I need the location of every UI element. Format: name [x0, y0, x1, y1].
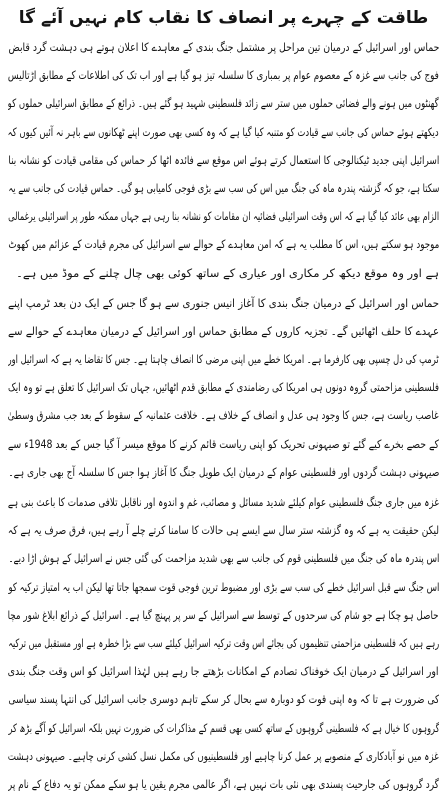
text-line [8, 289, 439, 317]
line-text: غزہ میں جاری جنگ فلسطینی عوام کیلئے شدید مسائل و مصائب، غم و اندوہ اور ناقابل تلافی صدمات کا باعث بنی ہے [8, 495, 439, 509]
line-text: صیہونی دہشت گردوں اور فلسطینی عوام کے درمیان ایک طویل جنگ کا آغاز ہوا جس کا سلسلہ آج بھی جاری ہے۔ [8, 464, 439, 479]
paragraph-1 [8, 33, 439, 287]
line-text: لیکن حقیقت یہ ہے کہ وہ گزشتہ ستر سال سے ایسے ہی حالات کا سامنا کرتے چلے آ رہے ہیں، فرق صرف یہ ہے کہ [8, 523, 439, 538]
text-line [8, 202, 439, 230]
line-text: دیکھتے ہوئے حماس کی جانب سے قیادت کو متنبہ کیا گیا ہے کہ وہ کسی بھی صورت اپنے ٹھکانوں سے باہر نہ آئیں کیوں کہ [8, 124, 439, 139]
line-text: فوج کی جانب سے غزہ کے معصوم عوام پر بمباری کا سلسلہ تیز ہو گیا ہے اور اب تک کی اطلاعات کے مطابق اڑتالیس [8, 68, 439, 83]
text-line [8, 345, 439, 373]
text-line [8, 259, 439, 287]
line-text: حماس اور اسرائیل کے درمیان تین مراحل پر مشتمل جنگ بندی کے معاہدے کا اعلان ہوتے ہی دہشت گرد قابض [8, 40, 439, 54]
line-text: کی ضرورت ہے تا کہ وہ اپنی قوت کو دوبارہ سے بحال کر سکے تاہم دوسری جانب اسرائیل کی انتہا پسند سیاسی [8, 692, 439, 707]
line-text: غزہ میں نو آبادکاری کے منصوبے پر عمل کرنا چاہیے اور فلسطینیوں کی مکمل نسل کشی کرنی چاہیے۔ صیہونی دہشت [8, 748, 439, 763]
text-line [8, 33, 439, 61]
text-line [8, 714, 439, 742]
text-line [8, 544, 439, 572]
article-title-text: طاقت کے چہرے پر انصاف کا نقاب کام نہیں آئے گا [18, 8, 429, 28]
text-line [8, 458, 439, 486]
text-line [8, 146, 439, 174]
paragraph-2 [8, 289, 439, 486]
line-text: عہدے کا حلف اٹھائیں گے۔ تجزیہ کاروں کے مطابق حماس اور اسرائیل کے درمیان معاہدے کے حوالے سے [8, 323, 439, 338]
text-line [8, 230, 439, 258]
line-text: اس جنگ سے قبل اسرائیل خطے کی سب سے بڑی اور مضبوط ترین فوجی قوت سمجھا جاتا تھا لیکن اب یہ امتیاز ترکیہ کو [8, 579, 439, 594]
text-line [8, 89, 439, 117]
line-text: گرد گروہوں کی جارحیت پسندی بھی نئی بات نہیں ہے، اگر عالمی مجرم یقین یا ہو سکے ممکن تو یہ دفاع کے نام پر [8, 776, 439, 791]
text-line [8, 770, 439, 798]
line-text: کے حصے بخرے کیے گئے تو صیہونی تحریک کو اپنی ریاست قائم کرنے کا موقع میسر آ گیا جس کے بعد 1948ء سے [8, 436, 439, 451]
article-body [8, 33, 439, 800]
line-text: رہے ہیں کہ فلسطینی مزاحمتی تنظیموں کی بجائے اس وقت ترکیہ اسرائیل کیلئے سب سے بڑا خطرہ ہے اور مستقبل میں ترکیہ [8, 635, 439, 650]
line-text: گھنٹوں میں ہونے والے فضائی حملوں میں ستر سے زائد فلسطینی شہید ہو گئے ہیں۔ ذرائع کے مطابق اسرائیلی حملوں کو [8, 96, 439, 111]
line-text: گروہوں کا خیال ہے کہ فلسطینی گروہوں کے ساتھ کسی بھی قسم کے مذاکرات کی ضرورت نہیں بلکہ اسرائیل کو آگے بڑھ کر [8, 720, 439, 735]
text-line [8, 174, 439, 202]
line-text: غاصب ریاست ہے، جس کا وجود ہی عدل و انصاف کے خلاف ہے۔ خلافت عثمانیہ کے سقوط کے بعد جب مشرق وسطیٰ [8, 408, 439, 423]
text-line [8, 317, 439, 345]
line-text: ٹرمپ کی دل چسپی بھی کارفرما ہے۔ امریکا خطے میں اپنی مرضی کا انصاف چاہتا ہے۔ جس کا تقاضا یہ ہے کہ اسرائیل اور [8, 352, 439, 367]
paragraph-3 [8, 488, 439, 798]
text-line [8, 373, 439, 401]
text-line [8, 488, 439, 516]
text-line [8, 516, 439, 544]
text-line [8, 430, 439, 458]
text-line [8, 573, 439, 601]
text-line [8, 685, 439, 713]
text-line [8, 61, 439, 89]
line-text: موجود ہو سکتے ہیں، اس کا مطلب یہ ہے کہ امن معاہدے کے حوالے سے اسرائیل کی مجرم قیادت کے عزائم میں کھوٹ [8, 237, 439, 252]
text-line [8, 401, 439, 429]
line-text: اور اسرائیل کے درمیان ایک خوفناک تصادم کے امکانات بڑھتے جا رہے ہیں لہٰذا اسرائیل کو اس وقت جنگ بندی [8, 664, 439, 679]
line-text: الزام بھی عائد کیا گیا ہے کہ اس وقت اسرائیلی فضائیہ ان مقامات کو نشانہ بنا رہی ہے جہاں ممکنہ طور پر اسرائیلی یرغمالی [8, 209, 439, 224]
text-line [8, 742, 439, 770]
line-text: حاصل ہو چکا ہے جو شام کی سرحدوں کے توسط سے اسرائیل کے سر پر پہنچ گیا ہے۔ اسرائیل کے ذرائع ابلاغ شور مچا [8, 607, 439, 622]
line-text: ہے اور وہ موقع دیکھ کر مکاری اور عیاری کے ساتھ کوئی بھی چال چلنے کے موڈ میں ہے۔ [16, 265, 439, 280]
line-text: اس پندرہ ماہ کی جنگ میں فلسطینی قوم کی جانب سے بھی شدید مزاحمت کی گئی جس نے اسرائیل کے ہوش اڑا دیے۔ [8, 551, 439, 566]
article-title [8, 3, 439, 33]
text-line [8, 118, 439, 146]
text-line [8, 657, 439, 685]
line-text: فلسطینی مزاحمتی گروہ دونوں ہی امریکا کی رضامندی کے مطابق قدم اٹھائیں، جہاں تک اسرائیل کا تعلق ہے تو وہ ایک [8, 380, 439, 395]
text-line [8, 629, 439, 657]
line-text: حماس اور اسرائیل کے درمیان جنگ بندی کا آغاز انیس جنوری سے ہو گا جس کے ایک دن بعد ٹرمپ اپنے [8, 295, 439, 310]
line-text: اسرائیل اپنی جدید ٹیکنالوجی کا استعمال کرتے ہوئے اس موقع سے فائدہ اٹھا کر حماس کی مقامی قیادت کو نشانہ بنا [8, 152, 439, 167]
text-line [8, 601, 439, 629]
line-text: سکتا ہے، جو کہ گزشتہ پندرہ ماہ کی جنگ میں اس کی سب سے بڑی فوجی کامیابی ہو گی۔ حماس قیادت کی جانب سے یہ [8, 180, 439, 195]
